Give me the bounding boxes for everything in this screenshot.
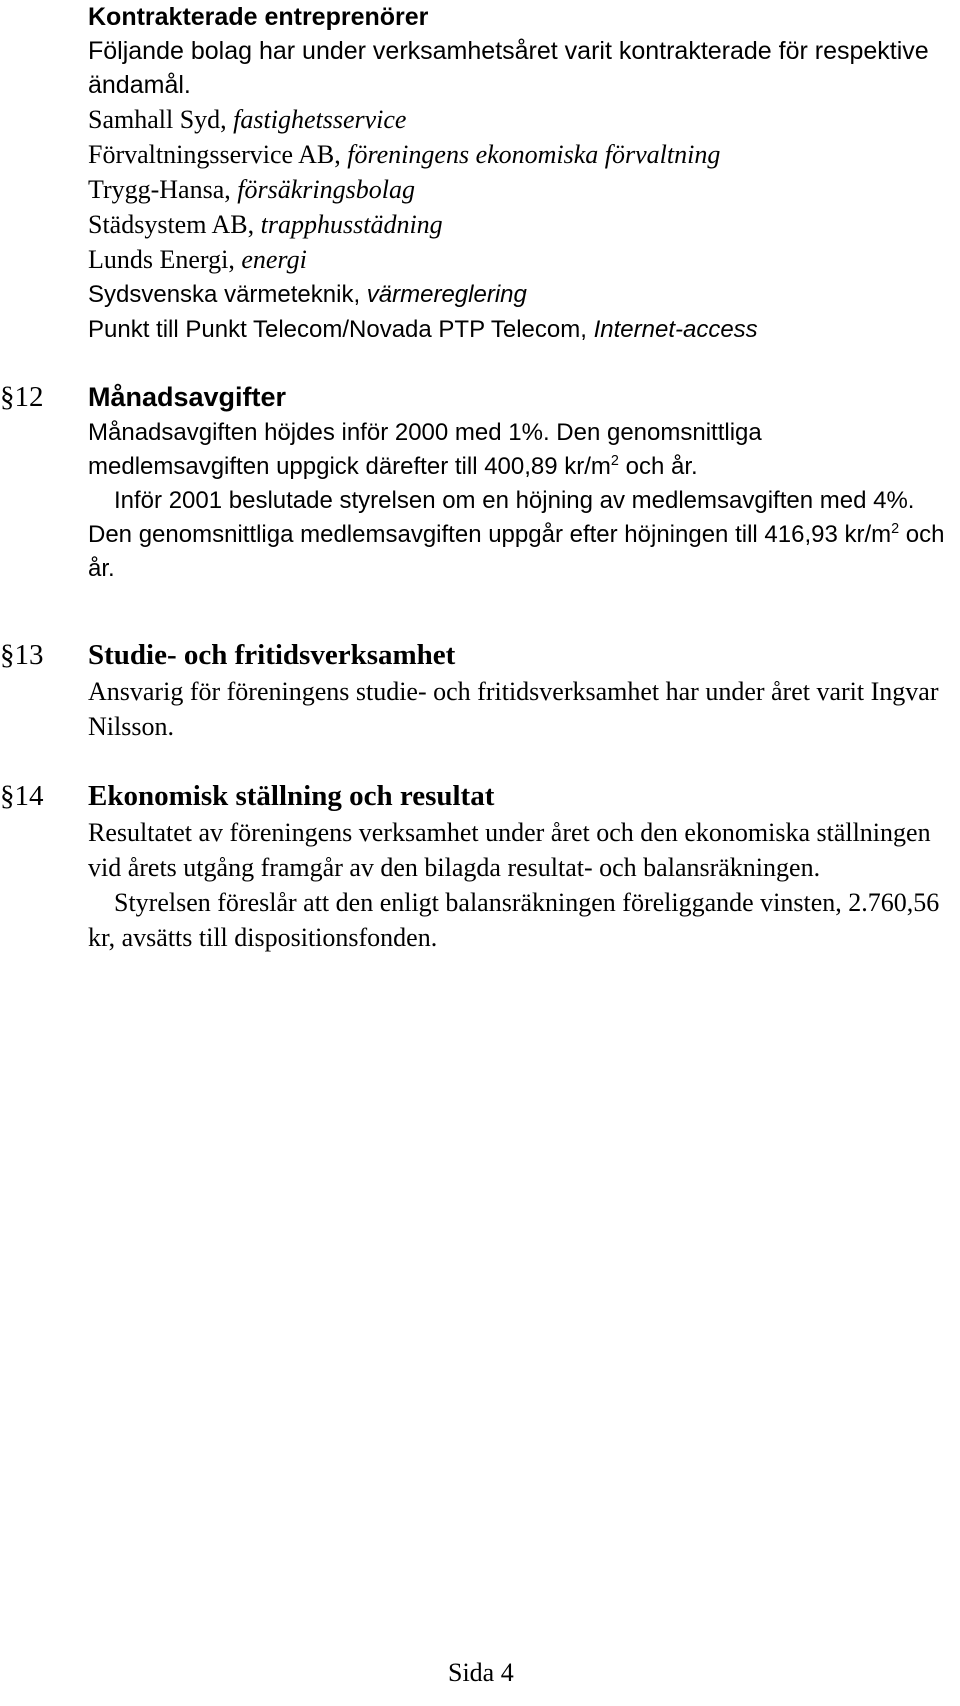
paragraph-text: och år. <box>88 521 945 582</box>
section-number <box>0 636 44 674</box>
contractor-role: energi <box>241 245 307 274</box>
section-number <box>0 378 44 416</box>
section-number-value: 13 <box>14 639 44 671</box>
contractor-company: Städsystem AB, <box>88 210 261 239</box>
contractor-role: Internet-access <box>593 316 758 343</box>
contractor-role: försäkringsbolag <box>237 175 415 204</box>
contractor-company: Samhall Syd, <box>88 105 234 134</box>
contractor-item <box>88 102 948 137</box>
section-title: Studie- och fritidsverksamhet <box>88 639 456 671</box>
section-number <box>0 777 44 815</box>
paragraph <box>88 484 948 586</box>
section-title: Månadsavgifter <box>88 382 287 412</box>
contractor-company: Sydsvenska värmeteknik, <box>88 281 367 308</box>
paragraph: Ansvarig för föreningens studie- och fritidsverksamhet har under året varit Ingvar Nilsson. <box>88 677 939 741</box>
section-title: Ekonomisk ställning och resultat <box>88 780 495 812</box>
contractor-list <box>88 102 948 347</box>
section-symbol: § <box>0 639 15 671</box>
contracted-intro: Följande bolag har under verksamhetsåret varit kontrakterade för respektive ändamål. <box>88 37 929 99</box>
contractor-item <box>88 312 948 347</box>
section-body <box>88 674 948 744</box>
contractor-company: Förvaltningsservice AB, <box>88 140 348 169</box>
contractor-role: fastighetsservice <box>233 105 407 134</box>
section-body <box>88 416 948 586</box>
page-number: Sida 4 <box>448 1658 514 1687</box>
paragraph-text: Inför 2001 beslutade styrelsen om en höjning av medlemsavgiften med 4%. Den genomsnittliga medlemsavgiften uppgår efter höjningen till 416,93 kr/m <box>88 487 915 548</box>
paragraph-text: och år. <box>618 453 698 480</box>
section-14 <box>0 777 950 1017</box>
superscript: 2 <box>610 453 619 469</box>
contractor-item <box>88 207 948 242</box>
contractor-item <box>88 137 948 172</box>
paragraph: Resultatet av föreningens verksamhet under året och den ekonomiska ställningen vid årets utgång framgår av den bilagda resultat- och balansräkningen. <box>88 818 931 882</box>
contracted-heading: Kontrakterade entreprenörer <box>88 3 429 31</box>
contractor-role: trapphusstädning <box>260 210 443 239</box>
paragraph: Styrelsen föreslår att den enligt balansräkningen föreliggande vinsten, 2.760,56 kr, avsätts till dispositionsfonden. <box>88 888 940 952</box>
section-number-value: 14 <box>14 780 44 812</box>
contractor-role: föreningens ekonomiska förvaltning <box>347 140 721 169</box>
section-number-value: 12 <box>14 381 44 413</box>
contractor-company: Trygg-Hansa, <box>88 175 238 204</box>
section-13 <box>0 636 950 756</box>
contractor-item <box>88 172 948 207</box>
contracted-section <box>88 0 948 347</box>
contractor-item <box>88 242 948 277</box>
paragraph-text: Månadsavgiften höjdes inför 2000 med 1%. Den genomsnittliga medlemsavgiften uppgick därefter till 400,89 kr/m <box>88 419 762 480</box>
contractor-role: värmereglering <box>366 281 527 308</box>
contractor-item <box>88 277 948 312</box>
section-body <box>88 815 948 955</box>
section-symbol: § <box>0 780 15 812</box>
contractor-company: Punkt till Punkt Telecom/Novada PTP Telecom, <box>88 316 594 343</box>
contractor-company: Lunds Energi, <box>88 245 242 274</box>
section-symbol: § <box>0 381 15 413</box>
section-12 <box>0 378 950 598</box>
paragraph <box>88 416 948 484</box>
superscript: 2 <box>891 521 900 537</box>
